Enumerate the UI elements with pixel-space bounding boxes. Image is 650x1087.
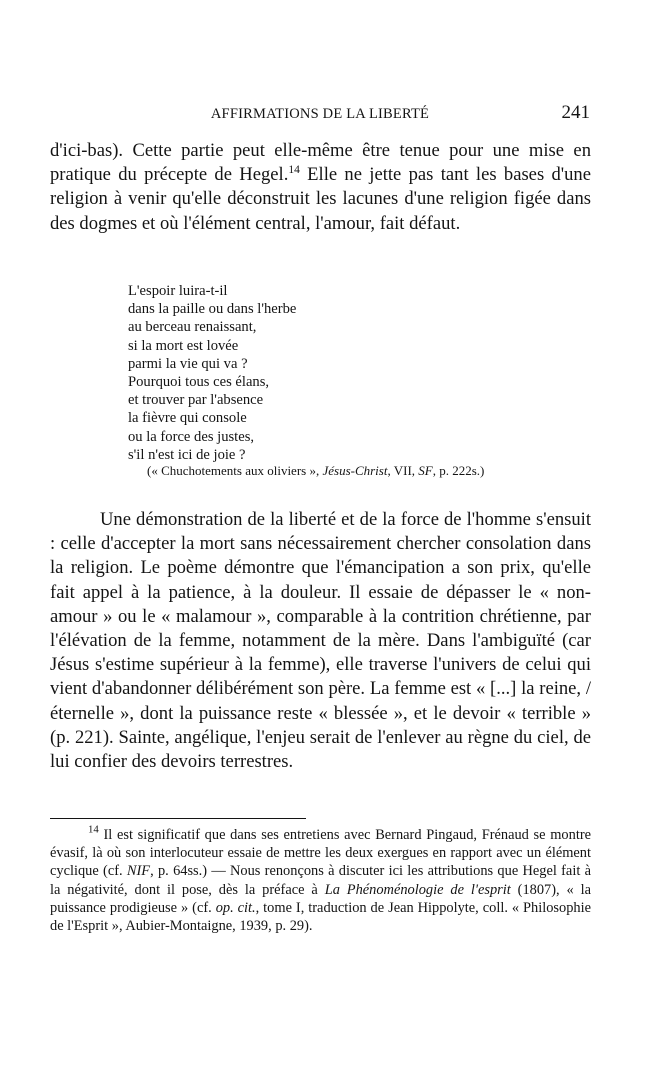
poem-citation: [147, 463, 484, 479]
footnote-italic: La Phénoménologie de l'esprit: [324, 881, 511, 898]
poem-line: parmi la vie qui va ?: [128, 355, 248, 372]
citation-collection: SF: [418, 463, 433, 478]
footnote-italic: NIF: [126, 863, 151, 880]
paragraph-1-text-continued: Elle ne jette pas tant les bases d'une religion à venir qu'elle déconstruit les lacunes d'une religion figée dans des dogmes et où l'élément central, l'amour, fait défaut.: [50, 164, 591, 234]
footnote-text: Il est significatif que dans ses entretiens avec Bernard Pingaud, Frénaud se montre évasif, là où son interlocuteur essaie de mettre les deux exergues en rapport avec un élément cyclique (cf.: [50, 827, 591, 880]
running-title: AFFIRMATIONS DE LA LIBERTÉ: [210, 106, 430, 122]
paragraph-1-text: d'ici-bas). Cette partie peut elle-même être tenue pour une mise en pratique du précepte de Hegel.: [50, 140, 591, 186]
page-number: 241: [561, 102, 590, 123]
citation-text: , p. 222s.): [432, 463, 485, 478]
poem-line: si la mort est lovée: [128, 337, 239, 354]
poem-line: s'il n'est ici de joie ?: [128, 446, 246, 463]
running-header: [50, 102, 590, 126]
poem-line: ou la force des justes,: [128, 428, 255, 445]
citation-text: (« Chuchotements aux oliviers »,: [147, 463, 323, 478]
poem-line: au berceau renaissant,: [128, 319, 257, 336]
poem-line: dans la paille ou dans l'herbe: [128, 301, 297, 318]
poem-quotation: [128, 282, 296, 464]
footnote-14: [50, 823, 591, 935]
footnote-text: , p. 64ss.) — Nous renonçons à discuter ici les attributions que Hegel fait à la négativité, dont il pose, dès la préface à: [50, 863, 591, 898]
poem-line: Pourquoi tous ces élans,: [128, 374, 270, 391]
footnote-italic: op. cit.: [215, 899, 256, 916]
footnote-number: 14: [88, 823, 99, 836]
citation-work-title: Jésus-Christ: [322, 463, 388, 478]
footnote-text: (1807), « la puissance prodigieuse » (cf.: [50, 881, 591, 916]
paragraph-1: [50, 139, 591, 236]
poem-line: la fièvre qui console: [128, 410, 247, 427]
poem-line: L'espoir luira-t-il: [128, 283, 228, 299]
footnote-text: , tome I, traduction de Jean Hippolyte, coll. « Philosophie de l'Esprit », Aubier-Montaigne, 1939, p. 29).: [50, 899, 591, 935]
footnote-reference: 14: [288, 164, 300, 177]
citation-text: , VII,: [387, 463, 419, 478]
paragraph-2: Une démonstration de la liberté et de la force de l'homme s'ensuit : celle d'accepter la mort sans nécessairement chercher consolation dans la religion. Le poème démontre que l'émancipation a son prix, qu'elle fait appel à la patience, à la douleur. Il essaie de dépasser le « non-amour » ou le « malamour », comparable à la contrition chrétienne, par l'élévation de la femme, notamment de la mère. Dans l'ambiguïté (car Jésus s'estime supérieur à la femme), elle traverse l'univers de celui qui vient d'abandonner délibérément son père. La femme est « [...] la reine, / éternelle », dont la puissance reste « blessée », et le devoir « terrible » (p. 221). Sainte, angélique, l'enjeu serait de l'enlever au règne du ciel, de lui confier des devoirs terrestres.: [50, 509, 591, 773]
footnote-divider: [50, 818, 306, 819]
poem-line: et trouver par l'absence: [128, 392, 264, 409]
